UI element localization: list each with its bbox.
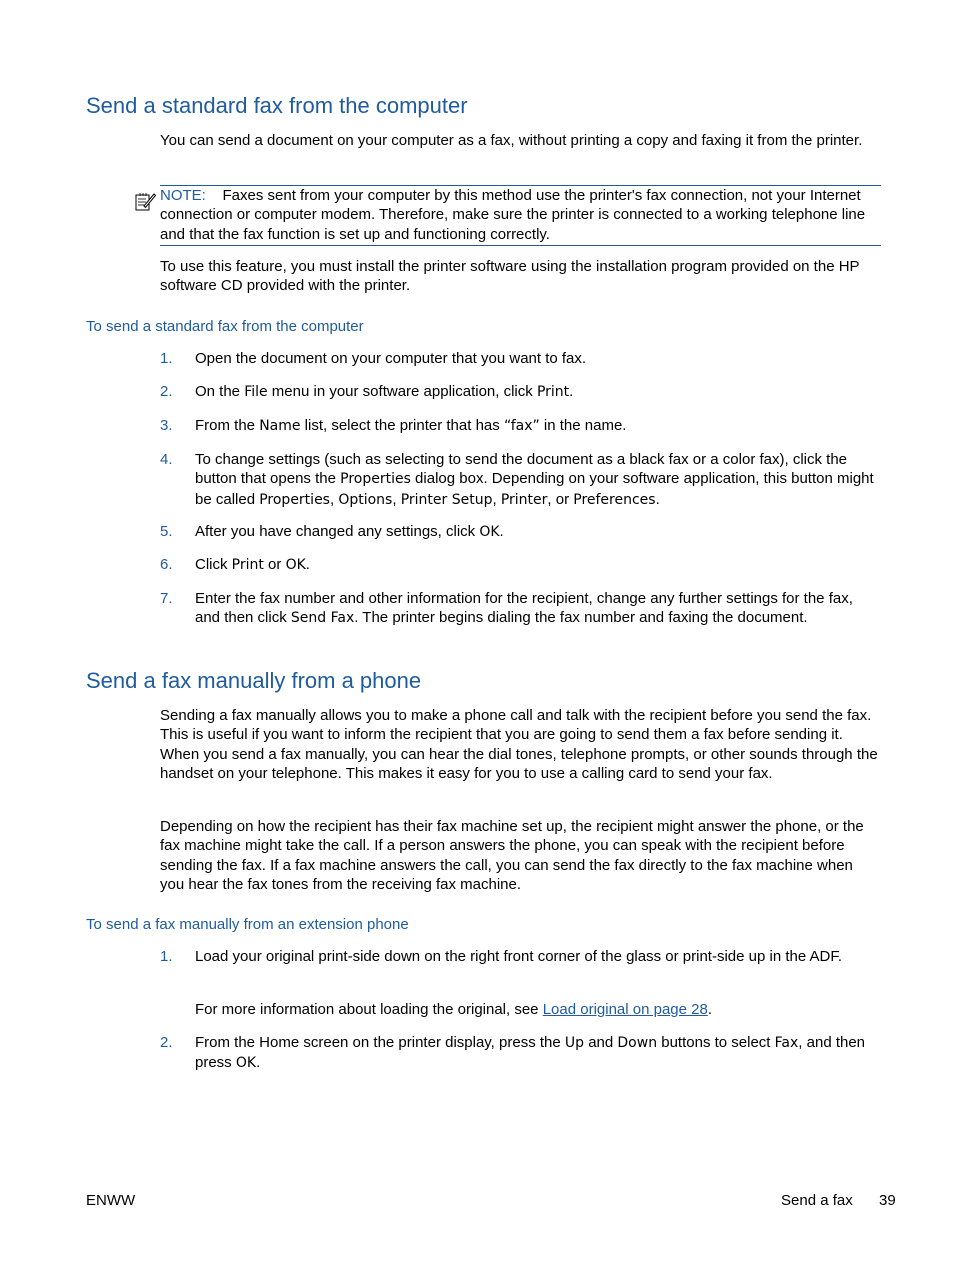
step-2	[195, 1033, 875, 1074]
section-heading-standard-fax: Send a standard fax from the computer	[86, 93, 468, 118]
step-text: .	[305, 556, 310, 573]
step-4	[195, 450, 875, 510]
step-number: 2.	[160, 383, 173, 400]
more-info-line	[195, 1000, 875, 1019]
step-text: , and then press	[195, 1034, 866, 1072]
ui-term-fax: Fax	[774, 1035, 799, 1051]
step-text: Click	[195, 556, 232, 573]
manual-fax-paragraph-1: Sending a fax manually allows you to make a phone call and talk with the recipient before you send the fax. This is useful if you want to inform the recipient that you are going to send them a fax before sending it. When you send a fax manually, you can hear the dial tones, telephone prompts, or other sounds through the handset on your telephone. This makes it easy for you to use a calling card to send your fax.	[160, 707, 878, 782]
step-3	[195, 416, 875, 436]
step-text: list, select the printer that has	[300, 417, 504, 434]
ui-term-up: Up	[564, 1035, 585, 1051]
step-text: For more information about loading the original, see	[195, 1001, 543, 1018]
separator: ,	[329, 490, 339, 508]
step-text: From the Home screen on the printer display, press the	[195, 1034, 565, 1051]
step-text: .	[569, 383, 574, 400]
step-5	[195, 522, 875, 542]
step-number: 6.	[160, 556, 173, 573]
step-number: 4.	[160, 451, 173, 468]
step-2	[195, 382, 875, 402]
note-box	[160, 185, 881, 246]
ui-term-properties: Properties	[259, 491, 330, 508]
ui-term-down: Down	[617, 1035, 658, 1051]
step-text: After you have changed any settings, click	[195, 523, 480, 540]
step-text: . The printer begins dialing the fax number and faxing the document.	[354, 609, 808, 627]
step-text: or	[263, 556, 286, 573]
install-paragraph: To use this feature, you must install the printer software using the installation program provided on the HP software CD provided with the printer.	[160, 258, 860, 295]
ui-term-options: Options	[338, 491, 393, 508]
step-number: 2.	[160, 1034, 173, 1051]
step-number: 5.	[160, 523, 173, 540]
step-text: Enter the fax number and other information for the recipient, change any further settings for the fax, and then click	[195, 590, 853, 627]
step-text: buttons to select	[657, 1034, 775, 1051]
step-text: To change settings (such as selecting to send the document as a black fax or a color fax), click the button that opens the	[195, 451, 848, 488]
ui-term-properties: Properties	[340, 471, 411, 488]
step-number: 3.	[160, 417, 173, 434]
step-1	[195, 349, 875, 368]
separator: , or	[547, 490, 574, 508]
step-number: 1.	[160, 948, 173, 965]
ui-term-preferences: Preferences	[573, 491, 656, 508]
ui-term-printer: Printer	[500, 491, 548, 508]
ui-term-send-fax: Send Fax	[290, 610, 355, 627]
note-text: Faxes sent from your computer by this method use the printer's fax connection, not your Internet connection or computer modem. Therefore, make sure the printer is connected to a working telephone line and that the fax function is set up and functioning correctly.	[160, 187, 866, 243]
step-number: 7.	[160, 590, 173, 607]
step-text: On the	[195, 383, 245, 400]
manual-fax-paragraph-2: Depending on how the recipient has their fax machine set up, the recipient might answer the phone, or the fax machine might take the call. If a person answers the phone, you can speak with the recipient before sending the fax. If a fax machine answers the call, you can send the fax directly to the fax machine when you hear the fax tones from the receiving fax machine.	[160, 818, 864, 893]
ui-term-ok: OK	[235, 1055, 257, 1072]
step-text: .	[707, 1001, 713, 1018]
step-1	[195, 947, 875, 966]
footer-section: Send a fax	[781, 1192, 853, 1209]
step-text: Open the document on your computer that you want to fax.	[195, 350, 587, 367]
step-text: in the name.	[539, 417, 627, 434]
note-label: NOTE:	[160, 187, 206, 204]
section-heading-manual-fax: Send a fax manually from a phone	[86, 668, 422, 693]
step-text: dialog box. Depending on your software application, this button might be called	[195, 470, 874, 508]
separator: ,	[392, 490, 401, 508]
load-original-link[interactable]: Load original on page 28	[542, 1001, 708, 1018]
step-text: .	[499, 523, 504, 540]
step-text: .	[256, 1054, 261, 1072]
subheading-extension-phone-steps: To send a fax manually from an extension phone	[86, 916, 409, 933]
step-text: menu in your software application, click	[267, 383, 537, 400]
ui-term-name: Name	[259, 418, 301, 434]
note-icon	[134, 190, 156, 212]
step-text: .	[655, 490, 660, 508]
subheading-standard-fax-steps: To send a standard fax from the computer	[86, 318, 364, 335]
ui-term-print: Print	[231, 557, 264, 573]
footer-left: ENWW	[86, 1192, 136, 1209]
separator: ,	[492, 490, 501, 508]
ui-term-ok: OK	[479, 524, 500, 540]
step-6	[195, 555, 875, 575]
ui-term-fax: “fax”	[503, 418, 540, 434]
ui-term-print: Print	[536, 384, 570, 400]
step-number: 1.	[160, 350, 173, 367]
ui-term-file: File	[244, 384, 268, 400]
step-text: and	[584, 1034, 618, 1051]
step-text: From the	[195, 417, 260, 434]
step-text: Load your original print-side down on the right front corner of the glass or print-side up in the ADF.	[195, 948, 843, 965]
ui-term-printer-setup: Printer Setup	[400, 491, 493, 508]
step-7	[195, 589, 875, 629]
page-number: 39	[879, 1192, 896, 1209]
intro-paragraph: You can send a document on your computer as a fax, without printing a copy and faxing it from the printer.	[160, 132, 863, 149]
ui-term-ok: OK	[285, 557, 306, 573]
